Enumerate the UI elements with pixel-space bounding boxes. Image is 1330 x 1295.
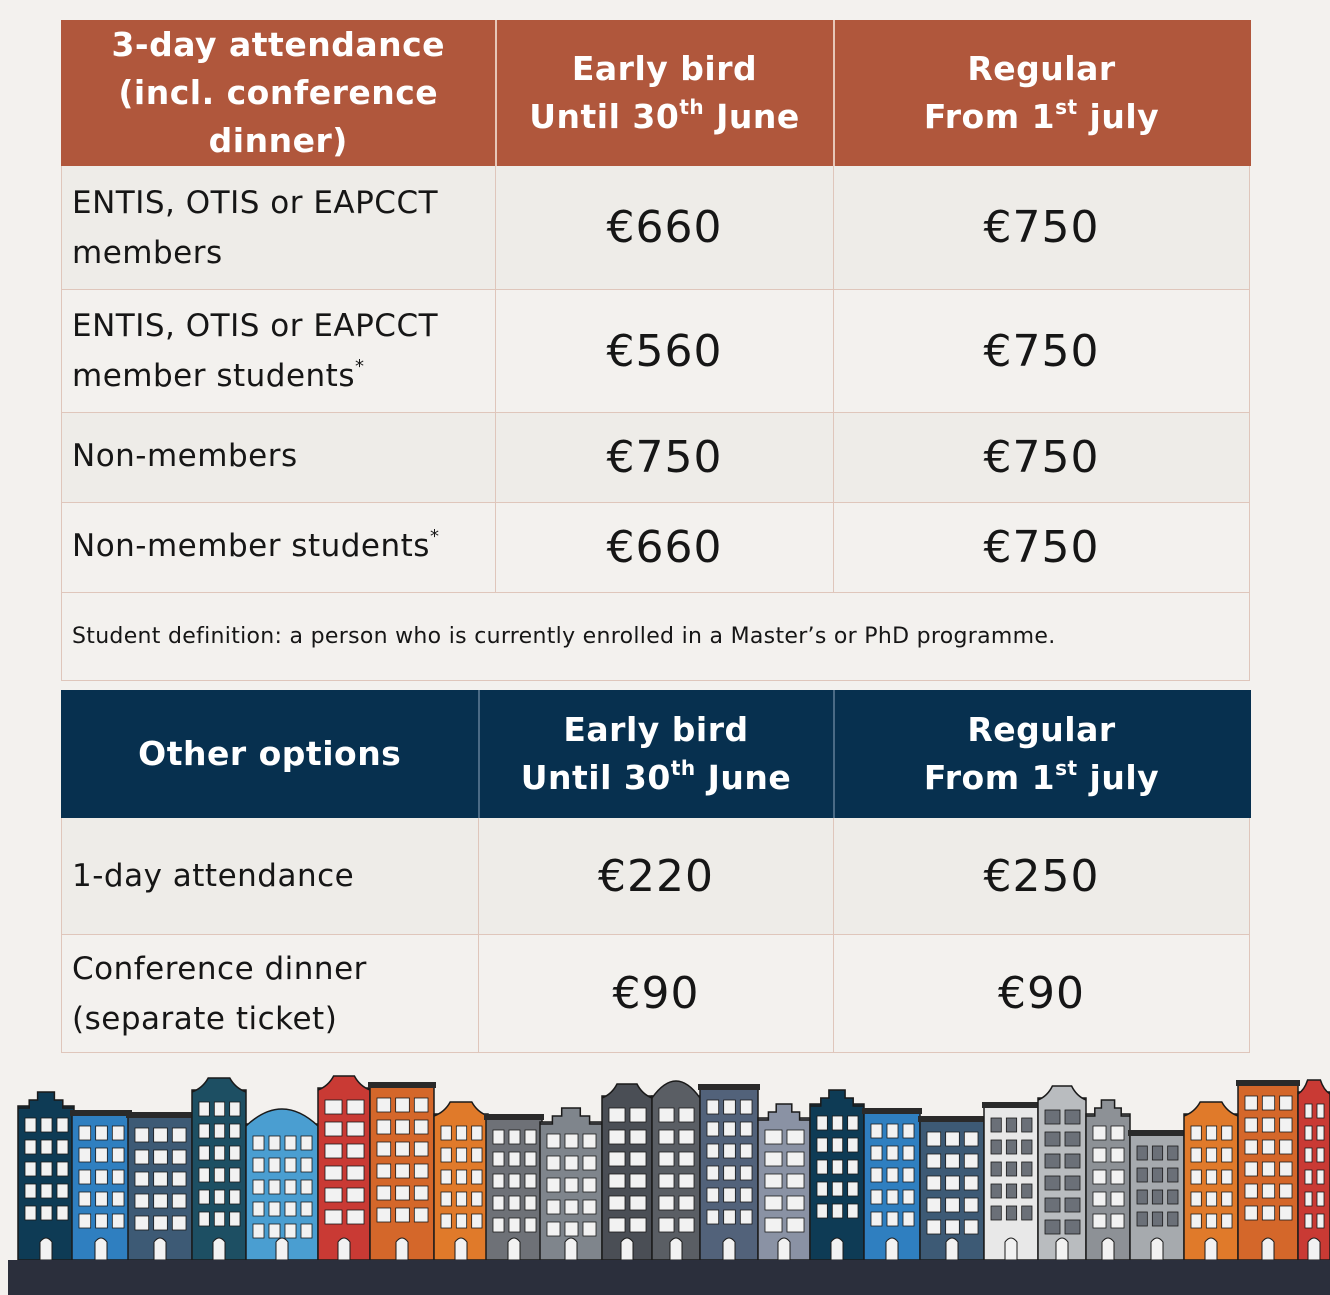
table-row [62,818,1250,935]
regular-price: €90 [834,935,1250,1053]
header-regular [834,691,1250,818]
canal-house [1184,1102,1238,1260]
canal-house [862,1108,922,1260]
table-header-row [62,691,1250,818]
header-regular-line1: Regular [967,49,1116,88]
other-options-table [61,690,1251,1053]
canal-house [368,1082,436,1260]
header-regular-line2: From 1st july [923,756,1160,797]
early-bird-price: €560 [496,290,834,413]
canal-house [698,1084,760,1260]
canal-house [70,1110,132,1260]
canal-house [1236,1080,1300,1260]
student-definition-note: Student definition: a person who is currently enrolled in a Master’s or PhD programme. [62,593,1250,681]
canal-house [810,1090,864,1260]
canal-house [1038,1086,1086,1260]
header-regular-line1: Regular [967,710,1116,749]
early-bird-price: €660 [496,166,834,290]
regular-price: €750 [834,413,1250,503]
canal-house [192,1078,246,1260]
header-attendance-line1: 3-day attendance [111,25,446,64]
canal-house [246,1109,318,1260]
canal-house [1298,1080,1330,1260]
table-header-row [62,21,1250,166]
regular-price: €250 [834,818,1250,935]
early-bird-price: €750 [496,413,834,503]
table-row [62,935,1250,1053]
header-early-bird-line2: Until 30th June [529,95,800,136]
canal-house [540,1108,602,1260]
canal-house [18,1092,74,1260]
header-other-options: Other options [62,691,479,818]
table-row [62,413,1250,503]
canal-house [758,1104,810,1260]
registration-fees-table [61,20,1251,681]
canal-house [318,1076,370,1260]
footnote-marker: * [354,356,365,377]
table-row [62,290,1250,413]
row-label: ENTIS, OTIS or EAPCCT member students* [62,290,496,413]
early-bird-price: €90 [479,935,834,1053]
canal-house [1086,1100,1130,1260]
canal-houses-skyline-illustration [0,1064,1330,1295]
early-bird-price: €220 [479,818,834,935]
canal-house [1128,1130,1186,1260]
header-early-bird-line1: Early bird [563,710,749,749]
row-label: 1-day attendance [62,818,479,935]
regular-price: €750 [834,290,1250,413]
canal-house [434,1102,488,1260]
canal-house [918,1116,986,1260]
header-regular-line2: From 1st july [923,95,1160,136]
canal-house [126,1112,194,1260]
header-attendance-line2: (incl. conference dinner) [118,73,439,160]
header-early-bird [479,691,834,818]
canal-house [982,1102,1040,1260]
ground-strip [8,1260,1330,1295]
row-label: ENTIS, OTIS or EAPCCT members [62,166,496,290]
row-label: Conference dinner (separate ticket) [62,935,479,1053]
header-early-bird-line2: Until 30th June [520,756,792,797]
canal-house [484,1114,544,1260]
row-label: Non-member students* [62,503,496,593]
canal-house [602,1084,652,1260]
table-row [62,166,1250,290]
footnote-marker: * [429,526,440,547]
header-early-bird-line1: Early bird [571,49,758,88]
early-bird-price: €660 [496,503,834,593]
header-regular [834,21,1250,166]
regular-price: €750 [834,503,1250,593]
note-row [62,593,1250,681]
canal-house [652,1081,700,1260]
header-attendance [62,21,496,166]
regular-price: €750 [834,166,1250,290]
row-label: Non-members [62,413,496,503]
table-row [62,503,1250,593]
header-early-bird [496,21,834,166]
